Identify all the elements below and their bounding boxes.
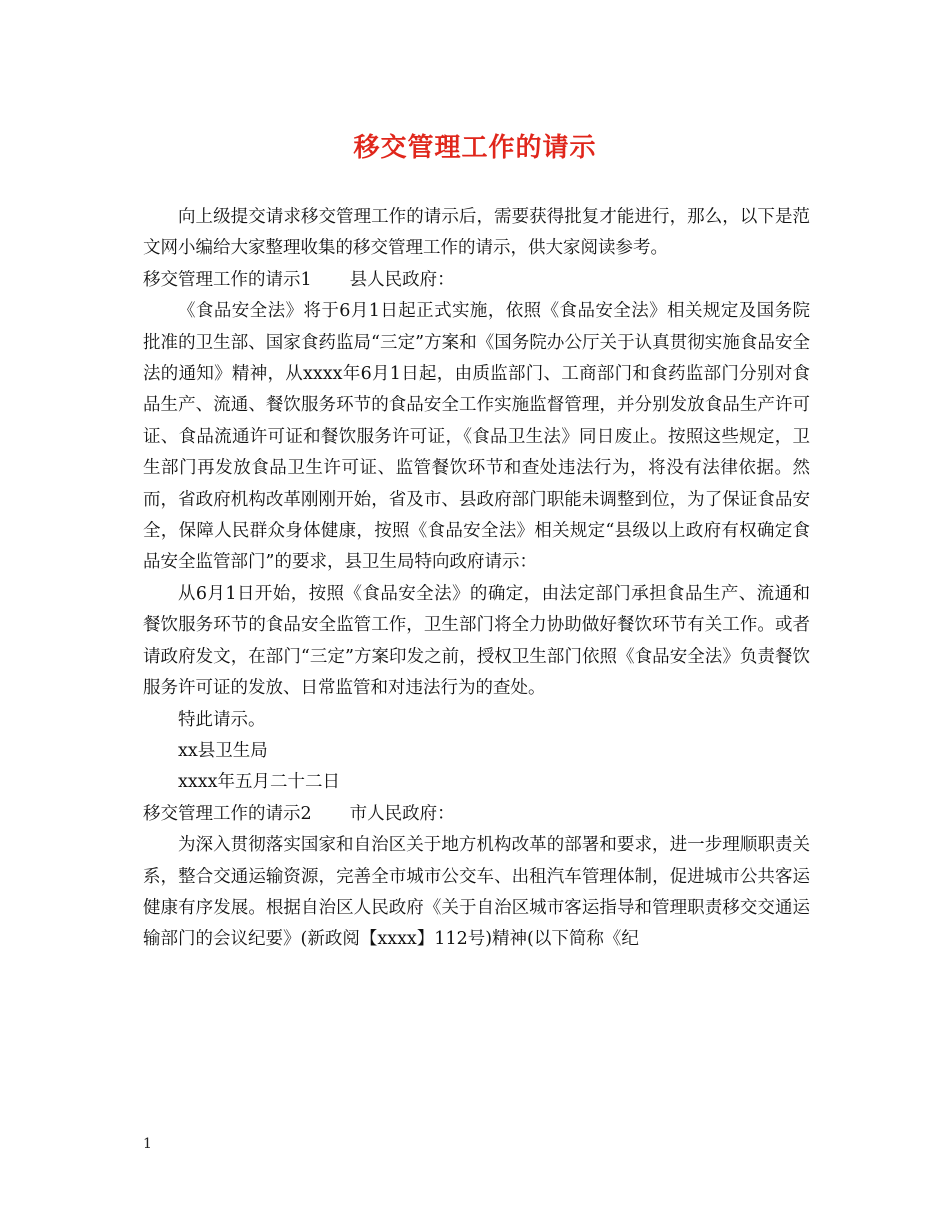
section-2-paragraph-1: 为深入贯彻落实国家和自治区关于地方机构改革的部署和要求，进一步理顺职责关系，整合交通运输资源，完善全市城市公交车、出租汽车管理体制，促进城市公共客运健康有序发展。根据自治区人民政府《关于自治区城市客运指导和管理职责移交交通运输部门的会议纪要》(新政阅【xxxx】112号)精神(以下简称《纪 <box>143 835 810 950</box>
section-1-addressee: 县人民政府： <box>349 269 455 290</box>
section-2-addressee: 市人民政府： <box>349 803 455 824</box>
section-1-date: xxxx年五月二十二日 <box>178 772 340 793</box>
section-1-header-line <box>143 265 810 296</box>
section-1-paragraph-2: 从6月1日开始，按照《食品安全法》的确定，由法定部门承担食品生产、流通和餐饮服务环节的食品安全监管工作，卫生部门将全力协助做好餐饮环节有关工作。或者请政府发文，在部门“三定”方案印发之前，授权卫生部门依照《食品安全法》负责餐饮服务许可证的发放、日常监管和对违法行为的查处。 <box>143 583 810 699</box>
section-2-header-line <box>143 799 810 830</box>
page-number: 1 <box>143 1136 152 1152</box>
section-1-signature: xx县卫生局 <box>178 740 268 761</box>
document-body <box>143 202 810 956</box>
section-2-heading: 移交管理工作的请示2 <box>143 803 312 824</box>
document-title: 移交管理工作的请示 <box>353 133 597 163</box>
section-1-closing: 特此请示。 <box>178 709 266 730</box>
section-1-heading: 移交管理工作的请示1 <box>143 269 312 290</box>
section-1-paragraph-1: 《食品安全法》将于6月1日起正式实施，依照《食品安全法》相关规定及国务院批准的卫生部、国家食药监局“三定”方案和《国务院办公厅关于认真贯彻实施食品安全法的通知》精神，从xxxx年6月1日起，由质监部门、工商部门和食药监部门分别对食品生产、流通、餐饮服务环节的食品安全工作实施监督管理，并分别发放食品生产许可证、食品流通许可证和餐饮服务许可证，《食品卫生法》同日废止。按照这些规定，卫生部门再发放食品卫生许可证、监管餐饮环节和查处违法行为，将没有法律依据。然而，省政府机构改革刚刚开始，省及市、县政府部门职能未调整到位，为了保证食品安全，保障人民群众身体健康，按照《食品安全法》相关规定“县级以上政府有权确定食品安全监管部门”的要求，县卫生局特向政府请示： <box>143 301 810 573</box>
intro-paragraph: 向上级提交请求移交管理工作的请示后，需要获得批复才能进行，那么，以下是范文网小编给大家整理收集的移交管理工作的请示，供大家阅读参考。 <box>143 207 810 259</box>
